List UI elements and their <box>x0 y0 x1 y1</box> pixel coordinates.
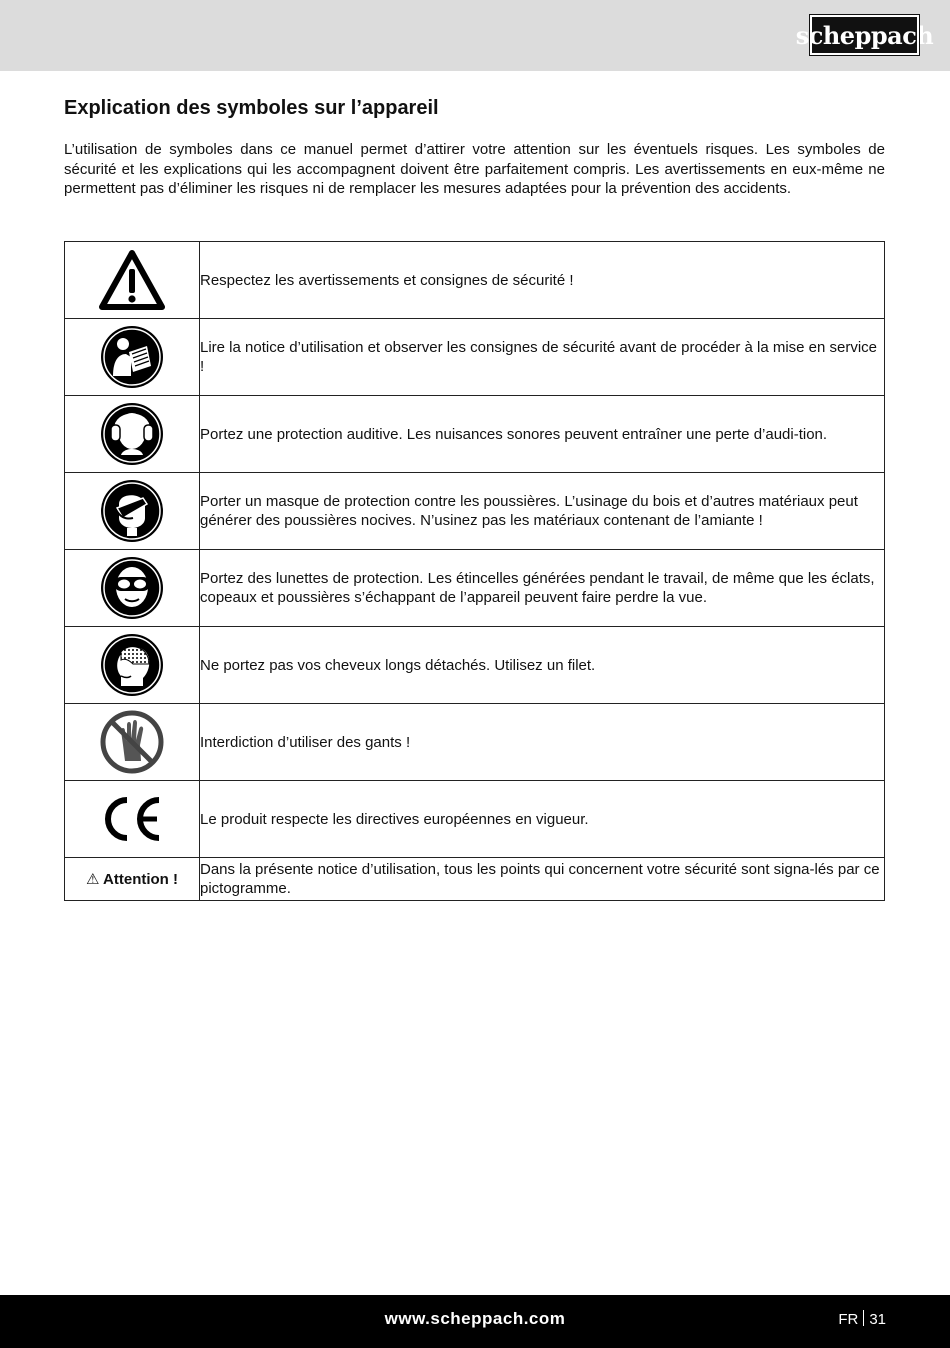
table-row <box>65 473 885 550</box>
page-title: Explication des symboles sur l’appareil <box>64 97 439 119</box>
row-text: Portez des lunettes de protection. Les étincelles générées pendant le travail, de même que les éclats, copeaux et poussières s’échappant de l’appareil peuvent faire perdre la vue. <box>200 550 885 627</box>
icon-cell <box>65 550 200 627</box>
dust-mask-icon <box>99 478 165 544</box>
icon-cell <box>65 627 200 704</box>
intro-paragraph: L’utilisation de symboles dans ce manuel permet d’attirer votre attention sur les éventuels risques. Les symboles de sécurité et les explications qui les accompagnent doivent être parfaitement compris. Les avertissements en eux-même ne permettent pas d’éliminer les risques ni de remplacer les mesures adaptées pour la prévention des accidents. <box>64 141 885 197</box>
row-text: Porter un masque de protection contre les poussières. L’usinage du bois et d’autres matériaux peut générer des poussières nocives. N’usinez pas les matériaux contenant de l’amiante ! <box>200 473 885 550</box>
safety-goggles-icon <box>99 555 165 621</box>
table-row <box>65 319 885 396</box>
row-text: Interdiction d’utiliser des gants ! <box>200 704 885 781</box>
divider <box>863 1310 864 1326</box>
table-row <box>65 242 885 319</box>
icon-cell <box>65 242 200 319</box>
attention-cell <box>65 858 200 901</box>
read-manual-icon <box>99 324 165 390</box>
footer-url: www.scheppach.com <box>384 1309 566 1328</box>
attention-text: Dans la présente notice d’utilisation, tous les points qui concernent votre sécurité sont signa-lés par ce pictogramme. <box>200 858 885 901</box>
table-row <box>65 550 885 627</box>
icon-cell <box>65 319 200 396</box>
symbols-table <box>64 241 885 901</box>
row-text: Respectez les avertissements et consignes de sécurité ! <box>200 242 885 319</box>
icon-cell <box>65 396 200 473</box>
row-text: Ne portez pas vos cheveux longs détachés. Utilisez un filet. <box>200 627 885 704</box>
table-row <box>65 627 885 704</box>
row-text: Portez une protection auditive. Les nuisances sonores peuvent entraîner une perte d’audi-tion. <box>200 396 885 473</box>
page-num: 31 <box>869 1311 886 1328</box>
icon-cell <box>65 704 200 781</box>
icon-cell <box>65 781 200 858</box>
table-row <box>65 781 885 858</box>
icon-cell <box>65 473 200 550</box>
warning-triangle-icon <box>98 249 166 311</box>
hairnet-icon <box>99 632 165 698</box>
table-row <box>65 704 885 781</box>
language-code: FR <box>838 1311 859 1328</box>
ear-protection-icon <box>99 401 165 467</box>
scheppach-logo: scheppach <box>810 15 919 55</box>
attention-row <box>65 858 885 901</box>
ce-mark-icon <box>97 794 167 844</box>
attention-label: ⚠ Attention ! <box>85 870 179 888</box>
row-text: Lire la notice d’utilisation et observer les consignes de sécurité avant de procéder à la mise en service ! <box>200 319 885 396</box>
row-text: Le produit respecte les directives européennes en vigueur. <box>200 781 885 858</box>
table-row <box>65 396 885 473</box>
page-number <box>838 1310 886 1328</box>
no-gloves-icon <box>99 709 165 775</box>
